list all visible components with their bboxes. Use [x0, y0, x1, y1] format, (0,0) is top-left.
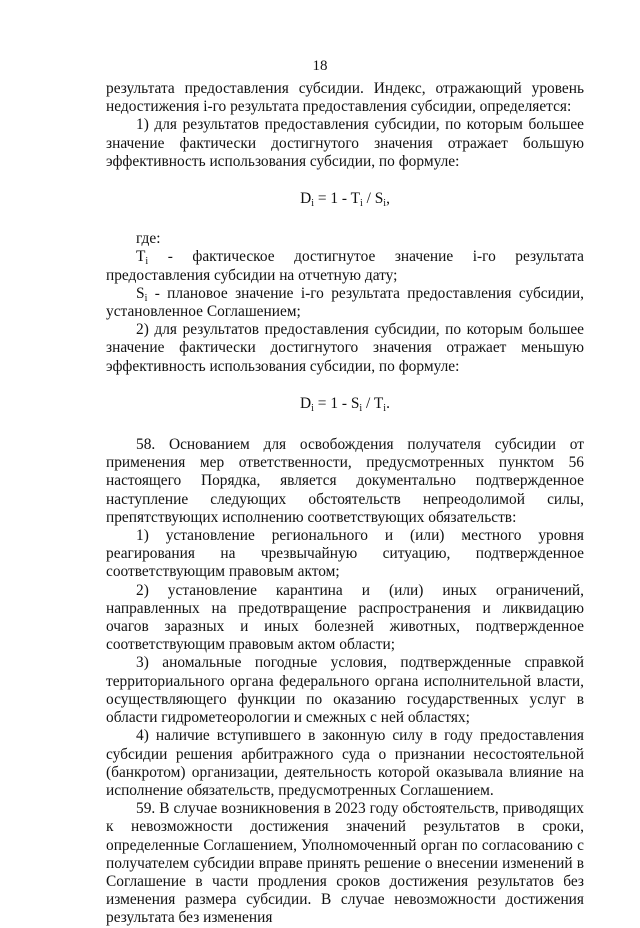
formula-2: $D_i = 1 - S_i / T_i$. [300, 394, 390, 414]
section-58-item-1: 1) установление регионального и (или) местного уровня реагирования на чрезвычайную ситуацию, подтвержденное соответствующим правовым актом; [106, 527, 584, 581]
section-58-item-3: 3) аномальные погодные условия, подтвержденные справкой территориального органа федерального органа исполнительной власти, осуществляющего функции по оказанию государственных услуг в области гидрометеорологии и смежных с ней областях; [106, 654, 584, 727]
definition-s: $S_i$ - плановое значение i-го результата предоставления субсидии, установленное Соглашением; [106, 284, 584, 321]
section-59: 59. В случае возникновения в 2023 году обстоятельств, приводящих к невозможности достижения значений результатов в сроки, определенные Соглашением, Уполномоченный орган по согласованию с получателем субсидии вправе принять решение о внесении изменений в Соглашение в части продления сроков достижения результатов без изменения размера субсидии. В случае невозможности достижения результата без изменения [106, 800, 584, 927]
section-58-item-4: 4) наличие вступившего в законную силу в году предоставления субсидии решения арбитражного суда о признании несостоятельной (банкротом) организации, деятельность которой оказывала влияние на исполнение обязательств, предусмотренных Соглашением. [106, 727, 584, 799]
paragraph-item-1: 1) для результатов предоставления субсидии, по которым большее значение фактически достигнутого значения отражает большую эффективность использования субсидии, по формуле: [106, 116, 584, 170]
definition-t: $T_i$ - фактическое достигнутое значение i-го результата предоставления субсидии на отчетную дату; [106, 248, 584, 284]
paragraph-item-2: 2) для результатов предоставления субсидии, по которым большее значение фактически достигнутого значения отражает меньшую эффективность использования субсидии, по формуле: [106, 321, 584, 375]
document-body [106, 80, 584, 928]
paragraph-continuation: результата предоставления субсидии. Индекс, отражающий уровень недостижения i-го результата предоставления субсидии, определяется: [106, 80, 584, 116]
formula-1: $D_i = 1 - T_i / S_i$, [300, 190, 390, 210]
where-label: где: [136, 230, 161, 248]
page-number: 18 [312, 58, 328, 74]
section-58-item-2: 2) установление карантина и (или) иных ограничений, направленных на предотвращение распространения и ликвидацию очагов заразных и иных болезней животных, подтвержденное соответствующим правовым актом области; [106, 581, 584, 654]
section-58: 58. Основанием для освобождения получателя субсидии от применения мер ответственности, предусмотренных пунктом 56 настоящего Порядка, является документально подтвержденное наступление следующих обстоятельств непреодолимой силы, препятствующих исполнению соответствующих обязательств: [106, 436, 584, 526]
